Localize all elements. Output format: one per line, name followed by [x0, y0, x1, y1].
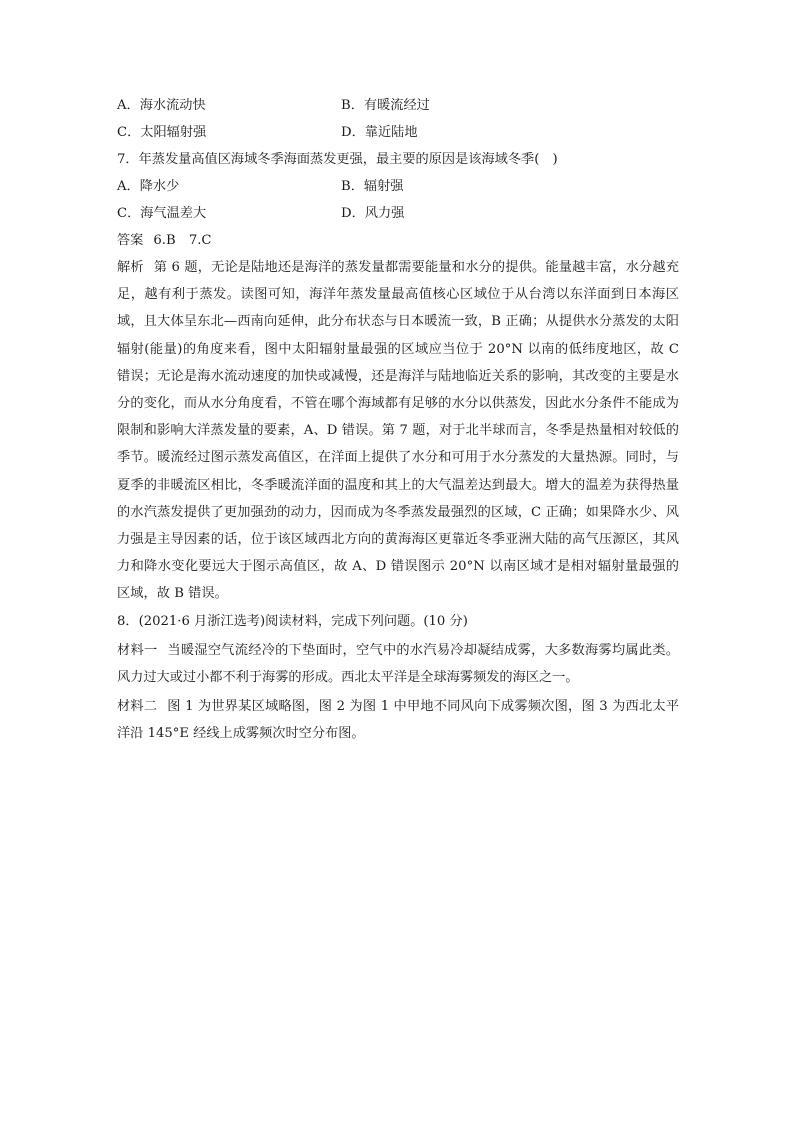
material-1-text: 当暖湿空气流经冷的下垫面时，空气中的水汽易冷却凝结成雾，大多数海雾均属此类。风力过大或过小都不利于海雾的形成。西北太平洋是全球海雾频发的海区之一。 [117, 642, 680, 685]
q7-option-d: D．风力强 [341, 206, 405, 221]
material-2-label: 材料二 [117, 699, 158, 715]
q8-stem: 8．(2021·6 月浙江选考)阅读材料，完成下列问题。(10 分) [117, 613, 468, 629]
q6-option-d: D．靠近陆地 [341, 125, 418, 140]
material-1-label: 材料一 [117, 642, 158, 658]
q7-options-row-1 [117, 173, 679, 200]
answer-label: 答案 [117, 233, 144, 248]
analysis-text: 第 6 题，无论是陆地还是海洋的蒸发量都需要能量和水分的提供。能量越丰富，水分越充足，越有利于蒸发。读图可知，海洋年蒸发量最高值核心区域位于从台湾以东洋面到日本海区域，且大体呈东北—西南向延伸，此分布状态与日本暖流一致，B 正确；从提供水分蒸发的太阳辐射(能量)的角度来看，图中太阳辐射量最强的区域应当位于 20°N 以南的低纬度地区，故 C 错误；无论是海水流动速度的加快或减慢，还是海洋与陆地临近关系的影响，其改变的主要是水分的变化，而从水分角度看，不管在哪个海域都有足够的水分以供蒸发，因此水分条件不能成为限制和影响大洋蒸发量的要素，A、D 错误。第 7 题，对于北半球而言，冬季是热量相对较低的季节。暖流经过图示蒸发高值区，在洋面上提供了水分和可用于水分蒸发的大量热源。同时，与夏季的非暖流区相比，冬季暖流洋面的温度和其上的大气温差达到最大。增大的温差为获得热量的水汽蒸发提供了更加强劲的动力，因而成为冬季蒸发最强烈的区域，C 正确；如果降水少、风力强是主导因素的话，位于该区域西北方向的黄海海区更靠近冬季亚洲大陆的高气压源区，其风力和降水变化要远大于图示高值区，故 A、D 错误图示 20°N 以南区域才是相对辐射量最强的区域，故 B 错误。 [117, 260, 679, 602]
q7-stem: 7．年蒸发量高值区海域冬季海面蒸发更强，最主要的原因是该海域冬季( ) [117, 152, 558, 167]
q6-options-row-2 [117, 119, 679, 146]
document-page [117, 92, 679, 747]
analysis-label: 解析 [117, 260, 144, 275]
q7-option-c: C．海气温差大 [117, 206, 207, 221]
q6-options-row-1 [117, 92, 679, 119]
material-2 [117, 693, 679, 747]
q7-option-a: A．降水少 [117, 179, 180, 194]
answer-text: 6.B 7.C [153, 233, 212, 248]
q6-option-c: C．太阳辐射强 [117, 125, 207, 140]
answer-line [117, 227, 679, 254]
material-1 [117, 637, 679, 691]
q7-options-row-2 [117, 200, 679, 227]
q6-option-a: A．海水流动快 [117, 98, 206, 113]
q6-option-b: B．有暖流经过 [341, 98, 430, 113]
analysis-paragraph [117, 254, 679, 608]
material-2-text: 图 1 为世界某区域略图，图 2 为图 1 中甲地不同风向下成雾频次图，图 3 为西北太平洋沿 145°E 经线上成雾频次时空分布图。 [117, 699, 680, 742]
q7-option-b: B．辐射强 [341, 179, 404, 194]
